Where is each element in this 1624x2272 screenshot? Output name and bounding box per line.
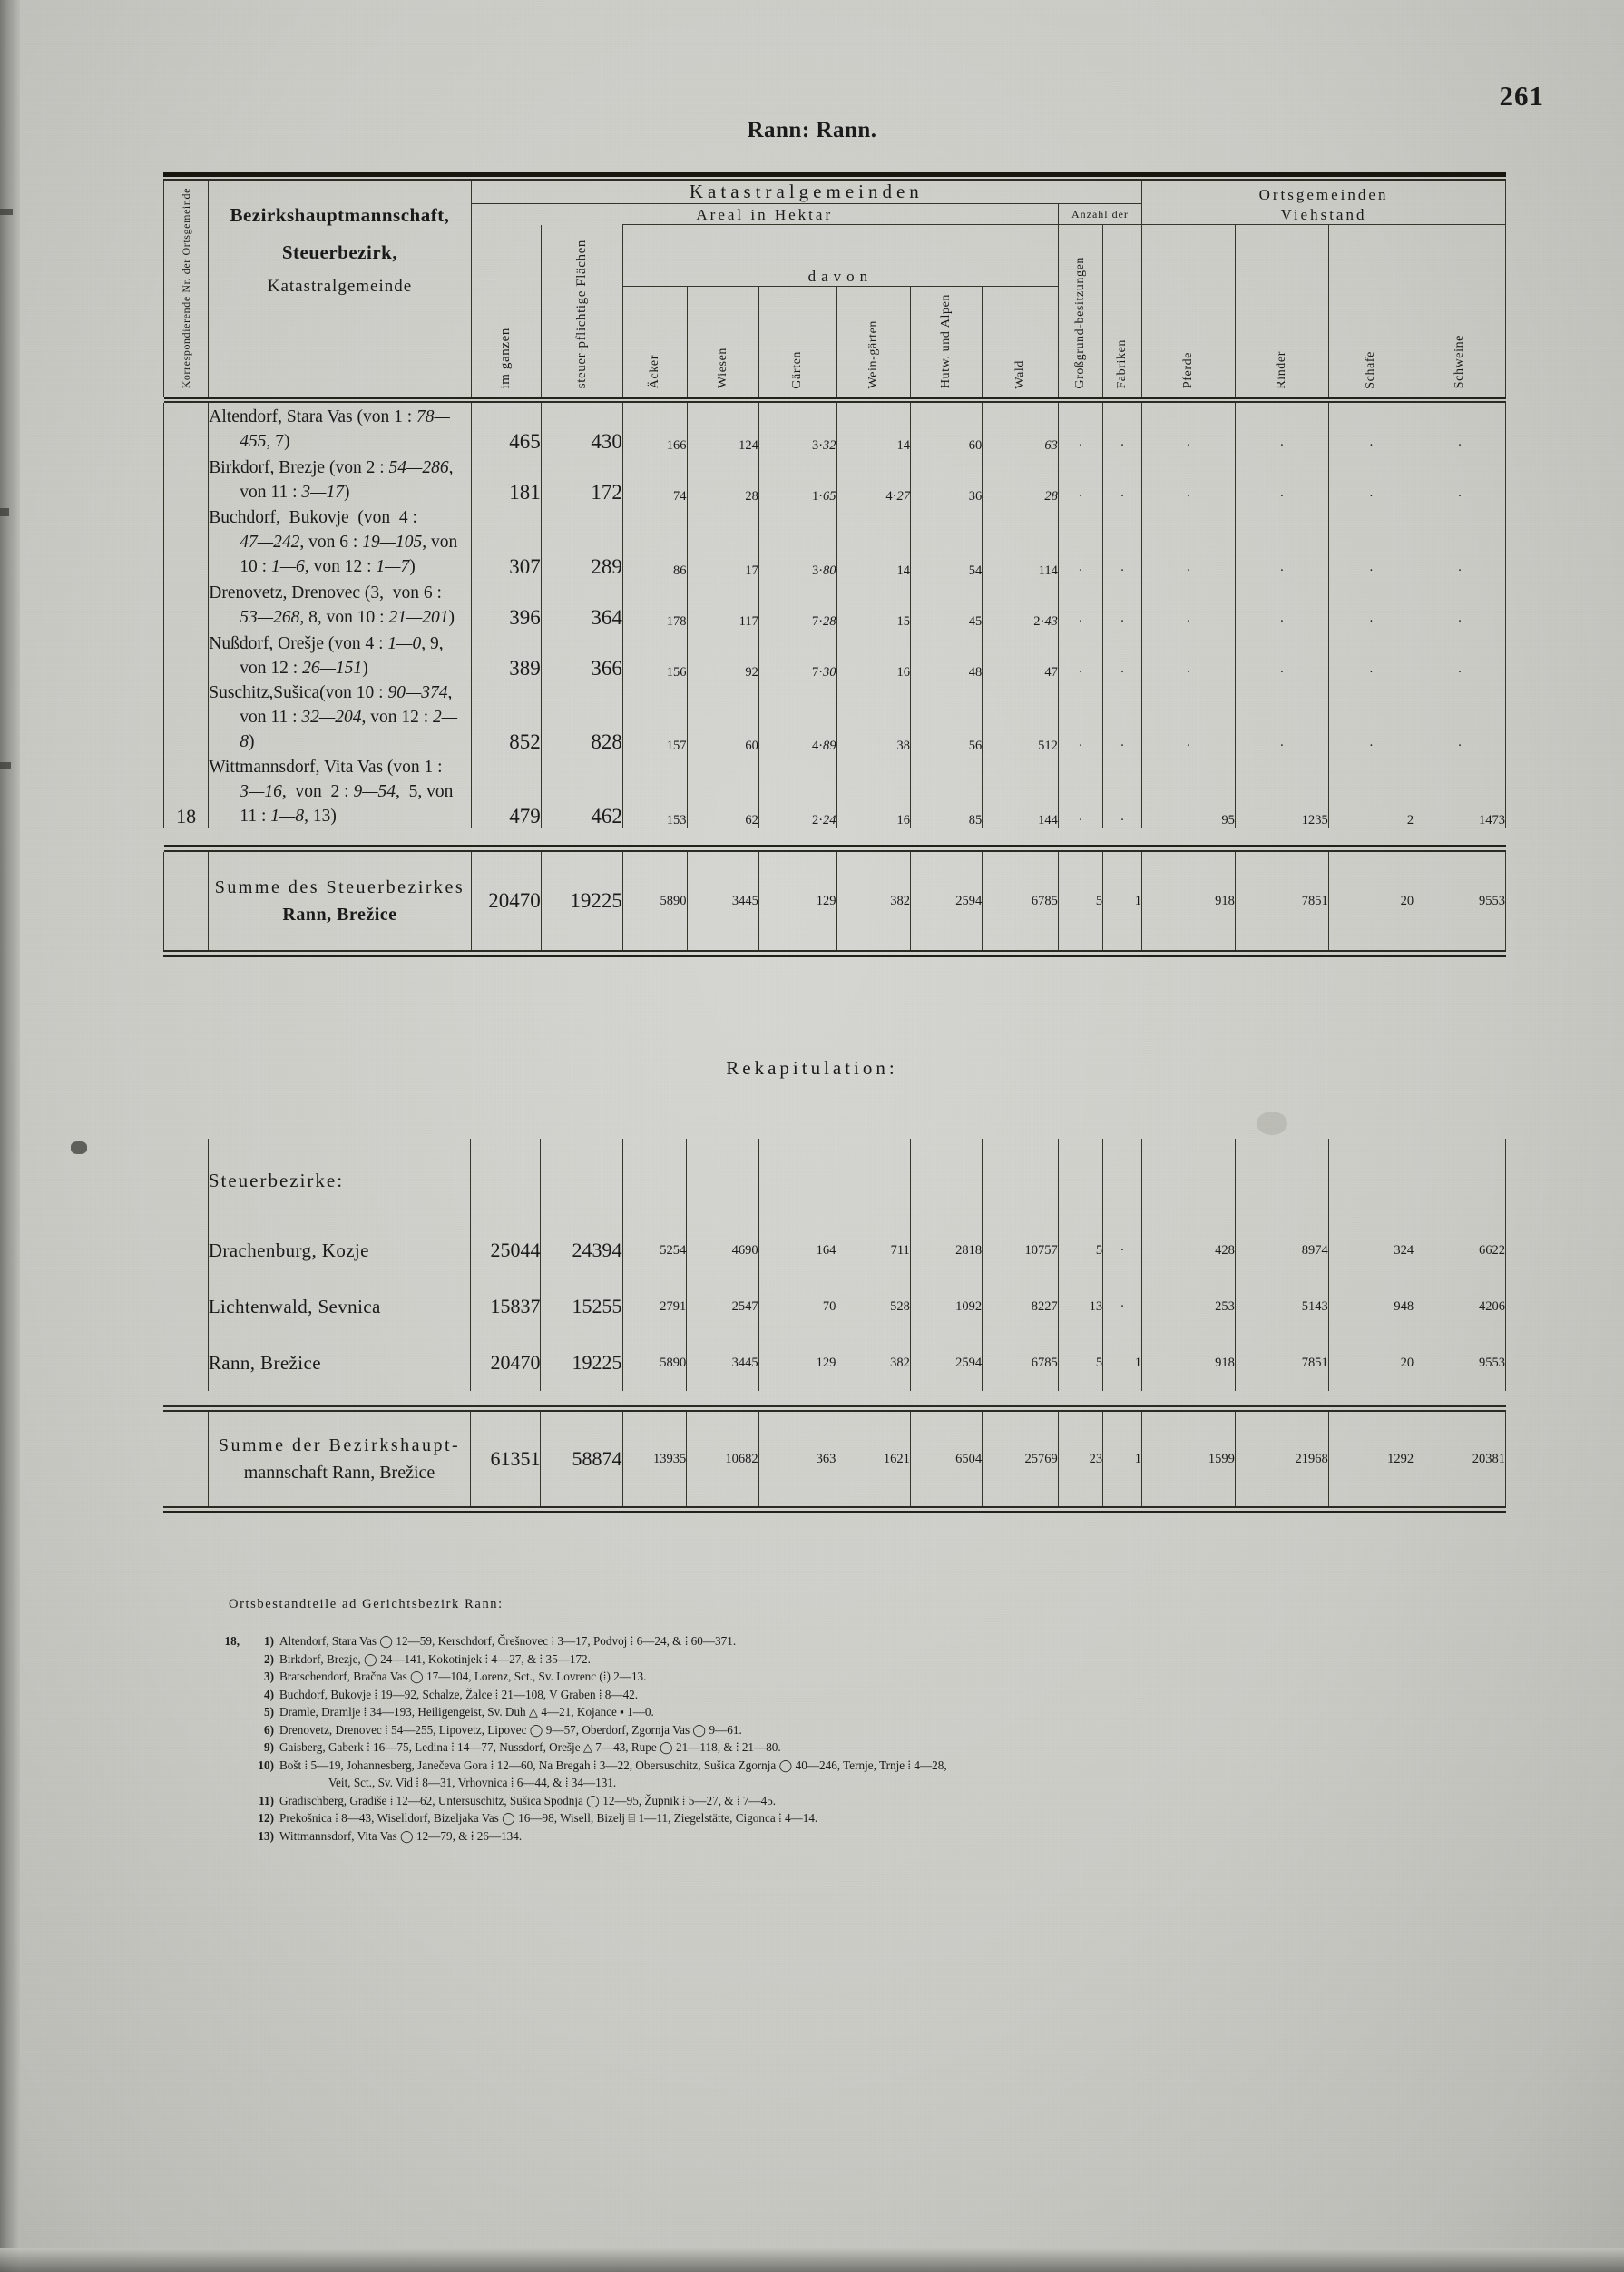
col-gaerten-header: Gärten (758, 287, 836, 397)
note-text: Drenovetz, Drenovec ⁞ 54—255, Lipovetz, Lipovec ◯ 9—57, Oberdorf, Zgornja Vas ◯ 9—61. (279, 1722, 742, 1737)
value-pferde: · (1142, 579, 1236, 630)
municipality-name: Suschitz,Sušica(von 10 : 90—374, von 11 : 32—204, von 12 : 2—8) (209, 681, 471, 754)
summe-fabriken: 1 (1103, 852, 1142, 950)
summe-gaerten: 129 (758, 852, 836, 950)
scan-edge-bottom (0, 2248, 1624, 2272)
value-steuerpflichtige: 289 (541, 504, 622, 579)
group-areal: Areal in Hektar (471, 204, 1058, 225)
value-acker: 156 (622, 630, 687, 681)
summe-schafe: 20 (1328, 852, 1414, 950)
note-text: Prekošnica ⁞ 8—43, Wiselldorf, Bizeljaka Vas ◯ 16—98, Wisell, Bizelj ⌸ 1—11, Ziegelstätte, Cigonca ⁞ 4—14. (279, 1811, 818, 1825)
table-row (164, 754, 1506, 828)
recap-total-hutweiden: 6504 (910, 1412, 982, 1506)
recap-spacer (163, 1278, 208, 1335)
note-block-number: 18, (224, 1634, 240, 1648)
value-weingaerten: 4·27 (836, 454, 910, 504)
col-rinder-header: Rinder (1235, 225, 1328, 397)
value-wald: 28 (983, 454, 1059, 504)
value-rinder: · (1235, 504, 1328, 579)
rekapitulation-row (163, 1335, 1506, 1391)
note-item (191, 1668, 1479, 1686)
recap-total-steuerpflichtige: 58874 (541, 1412, 622, 1506)
recap-schweine: 4206 (1414, 1278, 1506, 1335)
recap-spacer (163, 1335, 208, 1391)
recap-schafe: 324 (1328, 1222, 1414, 1278)
recap-steuerbezirk-name: Drachenburg, Kozje (208, 1222, 470, 1278)
scan-blot (1257, 1112, 1287, 1135)
value-schafe: 2 (1328, 754, 1414, 828)
municipality-name: Buchdorf, Bukovje (von 4 : 47—242, von 6 : 19—105, von 10 : 1—6, von 12 : 1—7) (209, 504, 471, 579)
col-schweine-header: Schweine (1414, 225, 1506, 397)
recap-schweine: 9553 (1414, 1335, 1506, 1391)
rekapitulation-subtitle-row (163, 1139, 1506, 1222)
value-grossgrund: · (1058, 681, 1102, 754)
value-grossgrund: · (1058, 754, 1102, 828)
recap-h14 (1414, 1139, 1506, 1222)
summe-rinder: 7851 (1235, 852, 1328, 950)
value-fabriken: · (1103, 403, 1142, 454)
group-viehstand: Viehstand (1142, 204, 1506, 225)
recap-h11 (1141, 1139, 1235, 1222)
value-schweine: 1473 (1414, 754, 1506, 828)
note-number: 9) (264, 1740, 274, 1754)
recap-gaerten: 129 (758, 1335, 836, 1391)
steuerbezirke-label: Steuerbezirke: (208, 1139, 470, 1222)
recap-total-schafe: 1292 (1328, 1412, 1414, 1506)
recap-hutweiden: 2818 (910, 1222, 982, 1278)
note-number: 3) (264, 1670, 274, 1683)
note-item (191, 1632, 1479, 1650)
note-item (191, 1650, 1479, 1669)
recap-rinder: 7851 (1235, 1335, 1328, 1391)
value-wiesen: 60 (687, 681, 758, 754)
recap-steuerpflichtige: 19225 (541, 1335, 622, 1391)
value-imganzen: 389 (471, 630, 541, 681)
table-body (164, 403, 1506, 828)
note-number: 12) (258, 1811, 274, 1825)
value-grossgrund: · (1058, 504, 1102, 579)
note-item (191, 1792, 1479, 1810)
value-wald: 63 (983, 403, 1059, 454)
table-row (164, 630, 1506, 681)
value-rinder: · (1235, 681, 1328, 754)
summe-label: Summe des Steuerbezirkes Rann, Brežice (209, 852, 471, 950)
value-imganzen: 852 (471, 681, 541, 754)
recap-fabriken: 1 (1103, 1335, 1142, 1391)
scan-artifact-2 (0, 508, 9, 516)
scan-edge-left (0, 0, 20, 2272)
value-wiesen: 17 (687, 504, 758, 579)
value-schafe: · (1328, 579, 1414, 630)
recap-schafe: 948 (1328, 1278, 1414, 1335)
recap-h8 (983, 1139, 1059, 1222)
note-item (191, 1686, 1479, 1704)
recap-h9 (1058, 1139, 1102, 1222)
note-number: 10) (258, 1758, 274, 1772)
recap-h6 (836, 1139, 910, 1222)
value-hutweiden: 36 (910, 454, 982, 504)
value-schweine: · (1414, 681, 1506, 754)
note-number: 4) (264, 1687, 274, 1701)
value-fabriken: · (1103, 454, 1142, 504)
block-number: 18 (164, 403, 209, 828)
value-weingaerten: 15 (836, 579, 910, 630)
note-number: 13) (258, 1828, 274, 1843)
table-row (164, 454, 1506, 504)
note-text: Bošt ⁞ 5—19, Johannesberg, Janečeva Gora ⁞ 12—60, Na Bregah ⁞ 3—22, Obersuschitz, Sušica Zgornja ◯ 40—246, Ternje, Trnje ⁞ 4—28, (279, 1758, 947, 1772)
recap-total-imganzen: 61351 (471, 1412, 541, 1506)
recap-steuerbezirk-name: Rann, Brežice (208, 1335, 470, 1391)
value-acker: 153 (622, 754, 687, 828)
summe-acker: 5890 (622, 852, 687, 950)
value-schweine: · (1414, 403, 1506, 454)
notes-heading: Ortsbestandteile ad Gerichtsbezirk Rann: (229, 1597, 504, 1611)
recap-hutweiden: 2594 (910, 1335, 982, 1391)
value-weingaerten: 14 (836, 403, 910, 454)
recap-total-wiesen: 10682 (687, 1412, 758, 1506)
value-rinder: 1235 (1235, 754, 1328, 828)
group-davon: davon (622, 225, 1058, 287)
ortsbestandteile-notes (191, 1597, 1479, 1845)
recap-total-spacer (163, 1412, 208, 1506)
col-grossgrund-header: Großgrund-besitzungen (1058, 225, 1102, 397)
municipality-name: Wittmannsdorf, Vita Vas (von 1 : 3—16, von 2 : 9—54, 5, von 11 : 1—8, 13) (209, 754, 471, 828)
scan-artifact-4 (71, 1141, 87, 1154)
recap-imganzen: 15837 (471, 1278, 541, 1335)
rekapitulation-title: Rekapitulation: (726, 1057, 898, 1079)
value-rinder: · (1235, 630, 1328, 681)
recap-h4 (687, 1139, 758, 1222)
recap-wiesen: 3445 (687, 1335, 758, 1391)
summe-knr (164, 852, 209, 950)
value-steuerpflichtige: 364 (541, 579, 622, 630)
recap-grossgrund: 5 (1058, 1222, 1102, 1278)
header-bottom-rule-row (164, 397, 1506, 403)
value-gaerten: 7·28 (758, 579, 836, 630)
value-acker: 74 (622, 454, 687, 504)
page-number: 261 (1499, 80, 1544, 112)
note-item (191, 1721, 1479, 1739)
value-weingaerten: 14 (836, 504, 910, 579)
census-table (163, 181, 1506, 950)
value-wald: 144 (983, 754, 1059, 828)
summe-weingaerten: 382 (836, 852, 910, 950)
recap-h12 (1235, 1139, 1328, 1222)
value-wald: 512 (983, 681, 1059, 754)
value-wiesen: 28 (687, 454, 758, 504)
value-gaerten: 2·24 (758, 754, 836, 828)
header-row-groups (164, 181, 1506, 204)
rekapitulation-grid (163, 1139, 1506, 1506)
recap-total-gaerten: 363 (758, 1412, 836, 1506)
rekapitulation-body (163, 1222, 1506, 1391)
value-gaerten: 1·65 (758, 454, 836, 504)
col-acker-header: Äcker (622, 287, 687, 397)
value-steuerpflichtige: 828 (541, 681, 622, 754)
note-number: 5) (264, 1705, 274, 1719)
recap-bottom-rule-2 (163, 1511, 1506, 1513)
value-fabriken: · (1103, 504, 1142, 579)
value-hutweiden: 45 (910, 579, 982, 630)
recap-steuerpflichtige: 15255 (541, 1278, 622, 1335)
note-text: Dramle, Dramlje ⁞ 34—193, Heiligengeist, Sv. Duh △ 4—21, Kojance ▪ 1—0. (279, 1705, 654, 1719)
value-pferde: · (1142, 681, 1236, 754)
value-steuerpflichtige: 462 (541, 754, 622, 828)
summe-grossgrund: 5 (1058, 852, 1102, 950)
value-schweine: · (1414, 630, 1506, 681)
value-acker: 166 (622, 403, 687, 454)
value-schafe: · (1328, 454, 1414, 504)
notes-list (191, 1632, 1479, 1845)
recap-fabriken: · (1103, 1222, 1142, 1278)
value-acker: 86 (622, 504, 687, 579)
table-row (164, 681, 1506, 754)
recap-rinder: 8974 (1235, 1222, 1328, 1278)
value-fabriken: · (1103, 681, 1142, 754)
rekapitulation-row (163, 1222, 1506, 1278)
note-text: Bratschendorf, Bračna Vas ◯ 17—104, Lorenz, Sct., Sv. Lovrenc (⁞) 2—13. (279, 1670, 647, 1683)
value-weingaerten: 38 (836, 681, 910, 754)
value-pferde: · (1142, 454, 1236, 504)
value-weingaerten: 16 (836, 630, 910, 681)
rekapitulation-total-row (163, 1412, 1506, 1506)
note-item (191, 1738, 1479, 1757)
note-item (191, 1774, 1479, 1792)
rekapitulation-row (163, 1278, 1506, 1335)
recap-wald: 10757 (983, 1222, 1059, 1278)
recap-wald: 8227 (983, 1278, 1059, 1335)
col-steuerpflichtige-header: steuer-pflichtige Flächen (541, 225, 622, 397)
note-text: Gradischberg, Gradiše ⁞ 12—62, Untersuschitz, Sušica Spodnja ◯ 12—95, Župnik ⁞ 5—27, & ⁞ 7—45. (279, 1793, 777, 1807)
table-row (164, 579, 1506, 630)
note-text: Wittmannsdorf, Vita Vas ◯ 12—79, & ⁞ 26—134. (279, 1828, 523, 1843)
value-imganzen: 479 (471, 754, 541, 828)
value-imganzen: 396 (471, 579, 541, 630)
recap-steuerbezirk-name: Lichtenwald, Sevnica (208, 1278, 470, 1335)
value-imganzen: 181 (471, 454, 541, 504)
recap-h7 (910, 1139, 982, 1222)
recap-pferde: 918 (1141, 1335, 1235, 1391)
group-ortsgemeinden: Ortsgemeinden (1142, 181, 1506, 204)
recap-total-acker: 13935 (622, 1412, 687, 1506)
group-anzahl-der: Anzahl der (1058, 204, 1141, 225)
col-imganzen-header: im ganzen (471, 225, 541, 397)
recap-hutweiden: 1092 (910, 1278, 982, 1335)
recap-acker: 5254 (622, 1222, 687, 1278)
value-schafe: · (1328, 630, 1414, 681)
recap-schafe: 20 (1328, 1335, 1414, 1391)
col-wald-header: Wald (983, 287, 1059, 397)
recap-total-pferde: 1599 (1141, 1412, 1235, 1506)
value-schafe: · (1328, 504, 1414, 579)
col-korresp-header: Korrespondierende Nr. der Ortsgemeinde (164, 181, 209, 397)
value-rinder: · (1235, 403, 1328, 454)
value-grossgrund: · (1058, 403, 1102, 454)
col-fabriken-header: Fabriken (1103, 225, 1142, 397)
recap-wiesen: 2547 (687, 1278, 758, 1335)
value-pferde: · (1142, 630, 1236, 681)
value-grossgrund: · (1058, 454, 1102, 504)
value-schweine: · (1414, 504, 1506, 579)
recap-h5 (758, 1139, 836, 1222)
summe-hutweiden: 2594 (910, 852, 982, 950)
recap-imganzen: 25044 (471, 1222, 541, 1278)
recap-weingaerten: 382 (836, 1335, 910, 1391)
recap-fabriken: · (1103, 1278, 1142, 1335)
col-hutweiden-header: Hutw. und Alpen (910, 287, 982, 397)
municipality-name: Altendorf, Stara Vas (von 1 : 78— 455, 7) (209, 403, 471, 454)
value-wald: 114 (983, 504, 1059, 579)
value-hutweiden: 54 (910, 504, 982, 579)
recap-pferde: 428 (1141, 1222, 1235, 1278)
value-wald: 2·43 (983, 579, 1059, 630)
value-hutweiden: 56 (910, 681, 982, 754)
recap-total-weingaerten: 1621 (836, 1412, 910, 1506)
value-fabriken: · (1103, 630, 1142, 681)
value-schweine: · (1414, 454, 1506, 504)
col-wiesen-header: Wiesen (687, 287, 758, 397)
recap-total-rinder: 21968 (1235, 1412, 1328, 1506)
recap-wiesen: 4690 (687, 1222, 758, 1278)
summe-steuerbezirk-row (164, 852, 1506, 950)
recap-total-label: Summe der Bezirkshaupt- mannschaft Rann, Brežice (208, 1412, 470, 1506)
recap-h1 (471, 1139, 541, 1222)
recap-grossgrund: 13 (1058, 1278, 1102, 1335)
main-table (163, 172, 1506, 957)
municipality-name: Drenovetz, Drenovec (3, von 6 : 53—268, 8, von 10 : 21—201) (209, 579, 471, 630)
value-schafe: · (1328, 403, 1414, 454)
col-schafe-header: Schafe (1328, 225, 1414, 397)
note-text: Veit, Sct., Sv. Vid ⁞ 8—31, Vrhovnica ⁞ 6—44, & ⁞ 34—131. (328, 1776, 617, 1789)
note-text: Buchdorf, Bukovje ⁞ 19—92, Schalze, Žalce ⁞ 21—108, V Graben ⁞ 8—42. (279, 1687, 639, 1701)
note-text: Gaisberg, Gaberk ⁞ 16—75, Ledina ⁞ 14—77, Nussdorf, Orešje △ 7—43, Rupe ◯ 21—118, & ⁞ 21—80. (279, 1740, 781, 1754)
value-weingaerten: 16 (836, 754, 910, 828)
summe-top-rule-row (164, 828, 1506, 852)
value-wiesen: 62 (687, 754, 758, 828)
group-katastralgemeinden: Katastralgemeinden (471, 181, 1141, 204)
recap-h13 (1328, 1139, 1414, 1222)
value-wiesen: 117 (687, 579, 758, 630)
value-acker: 178 (622, 579, 687, 630)
recap-total-fabriken: 1 (1103, 1412, 1142, 1506)
scan-artifact-1 (0, 209, 13, 215)
recap-gaerten: 164 (758, 1222, 836, 1278)
value-schweine: · (1414, 579, 1506, 630)
value-imganzen: 465 (471, 403, 541, 454)
value-grossgrund: · (1058, 579, 1102, 630)
value-pferde: 95 (1142, 754, 1236, 828)
value-hutweiden: 60 (910, 403, 982, 454)
recap-grossgrund: 5 (1058, 1335, 1102, 1391)
recap-imganzen: 20470 (471, 1335, 541, 1391)
recap-acker: 2791 (622, 1278, 687, 1335)
note-item (191, 1809, 1479, 1827)
note-number: 1) (264, 1634, 274, 1648)
value-gaerten: 4·89 (758, 681, 836, 754)
recap-total-schweine: 20381 (1414, 1412, 1506, 1506)
recap-rinder: 5143 (1235, 1278, 1328, 1335)
recap-spacer (163, 1222, 208, 1278)
summe-wald: 6785 (983, 852, 1059, 950)
note-number: 6) (264, 1722, 274, 1737)
summe-imganzen: 20470 (471, 852, 541, 950)
recap-gaerten: 70 (758, 1278, 836, 1335)
recap-acker: 5890 (622, 1335, 687, 1391)
value-rinder: · (1235, 579, 1328, 630)
value-steuerpflichtige: 172 (541, 454, 622, 504)
recap-pferde: 253 (1141, 1278, 1235, 1335)
recap-spacer-a (163, 1139, 208, 1222)
rekapitulation-table (163, 1139, 1506, 1513)
recap-h3 (622, 1139, 687, 1222)
note-text: Altendorf, Stara Vas ◯ 12—59, Kerschdorf, Črešnovec ⁞ 3—17, Podvoj ⁞ 6—24, & ⁞ 60—371. (279, 1634, 737, 1648)
summe-steuerpflichtige: 19225 (541, 852, 622, 950)
value-hutweiden: 85 (910, 754, 982, 828)
value-steuerpflichtige: 366 (541, 630, 622, 681)
note-number: 11) (259, 1793, 274, 1807)
value-grossgrund: · (1058, 630, 1102, 681)
recap-schweine: 6622 (1414, 1222, 1506, 1278)
summe-wiesen: 3445 (687, 852, 758, 950)
recap-total-grossgrund: 23 (1058, 1412, 1102, 1506)
recap-total-wald: 25769 (983, 1412, 1059, 1506)
note-text: Birkdorf, Brezje, ◯ 24—141, Kokotinjek ⁞ 4—27, & ⁞ 35—172. (279, 1651, 591, 1666)
recap-wald: 6785 (983, 1335, 1059, 1391)
running-head: Rann: Rann. (747, 118, 877, 142)
municipality-name: Birkdorf, Brezje (von 2 : 54—286, von 11 : 3—17) (209, 454, 471, 504)
scan-artifact-3 (0, 762, 11, 769)
value-pferde: · (1142, 403, 1236, 454)
table-row (164, 403, 1506, 454)
value-gaerten: 3·32 (758, 403, 836, 454)
municipality-name: Nußdorf, Orešje (von 4 : 1—0, 9, von 12 : 26—151) (209, 630, 471, 681)
value-steuerpflichtige: 430 (541, 403, 622, 454)
col-pferde-header: Pferde (1142, 225, 1236, 397)
summe-pferde: 918 (1142, 852, 1236, 950)
value-fabriken: · (1103, 754, 1142, 828)
col-weingaerten-header: Wein-gärten (836, 287, 910, 397)
recap-weingaerten: 528 (836, 1278, 910, 1335)
value-imganzen: 307 (471, 504, 541, 579)
value-acker: 157 (622, 681, 687, 754)
table-bottom-rule-2 (163, 955, 1506, 957)
note-item (191, 1827, 1479, 1846)
recap-h2 (541, 1139, 622, 1222)
summe-schweine: 9553 (1414, 852, 1506, 950)
value-pferde: · (1142, 504, 1236, 579)
value-wiesen: 124 (687, 403, 758, 454)
recap-weingaerten: 711 (836, 1222, 910, 1278)
note-item (191, 1757, 1479, 1775)
value-hutweiden: 48 (910, 630, 982, 681)
value-gaerten: 7·30 (758, 630, 836, 681)
value-wiesen: 92 (687, 630, 758, 681)
recap-steuerpflichtige: 24394 (541, 1222, 622, 1278)
value-schafe: · (1328, 681, 1414, 754)
recap-h10 (1103, 1139, 1142, 1222)
value-rinder: · (1235, 454, 1328, 504)
table-row (164, 504, 1506, 579)
recap-total-rule-row (163, 1391, 1506, 1412)
value-gaerten: 3·80 (758, 504, 836, 579)
value-fabriken: · (1103, 579, 1142, 630)
value-wald: 47 (983, 630, 1059, 681)
note-item (191, 1703, 1479, 1721)
col-municipality-header: Bezirkshauptmannschaft, Steuerbezirk, Katastralgemeinde (209, 181, 471, 397)
note-number: 2) (264, 1651, 274, 1666)
